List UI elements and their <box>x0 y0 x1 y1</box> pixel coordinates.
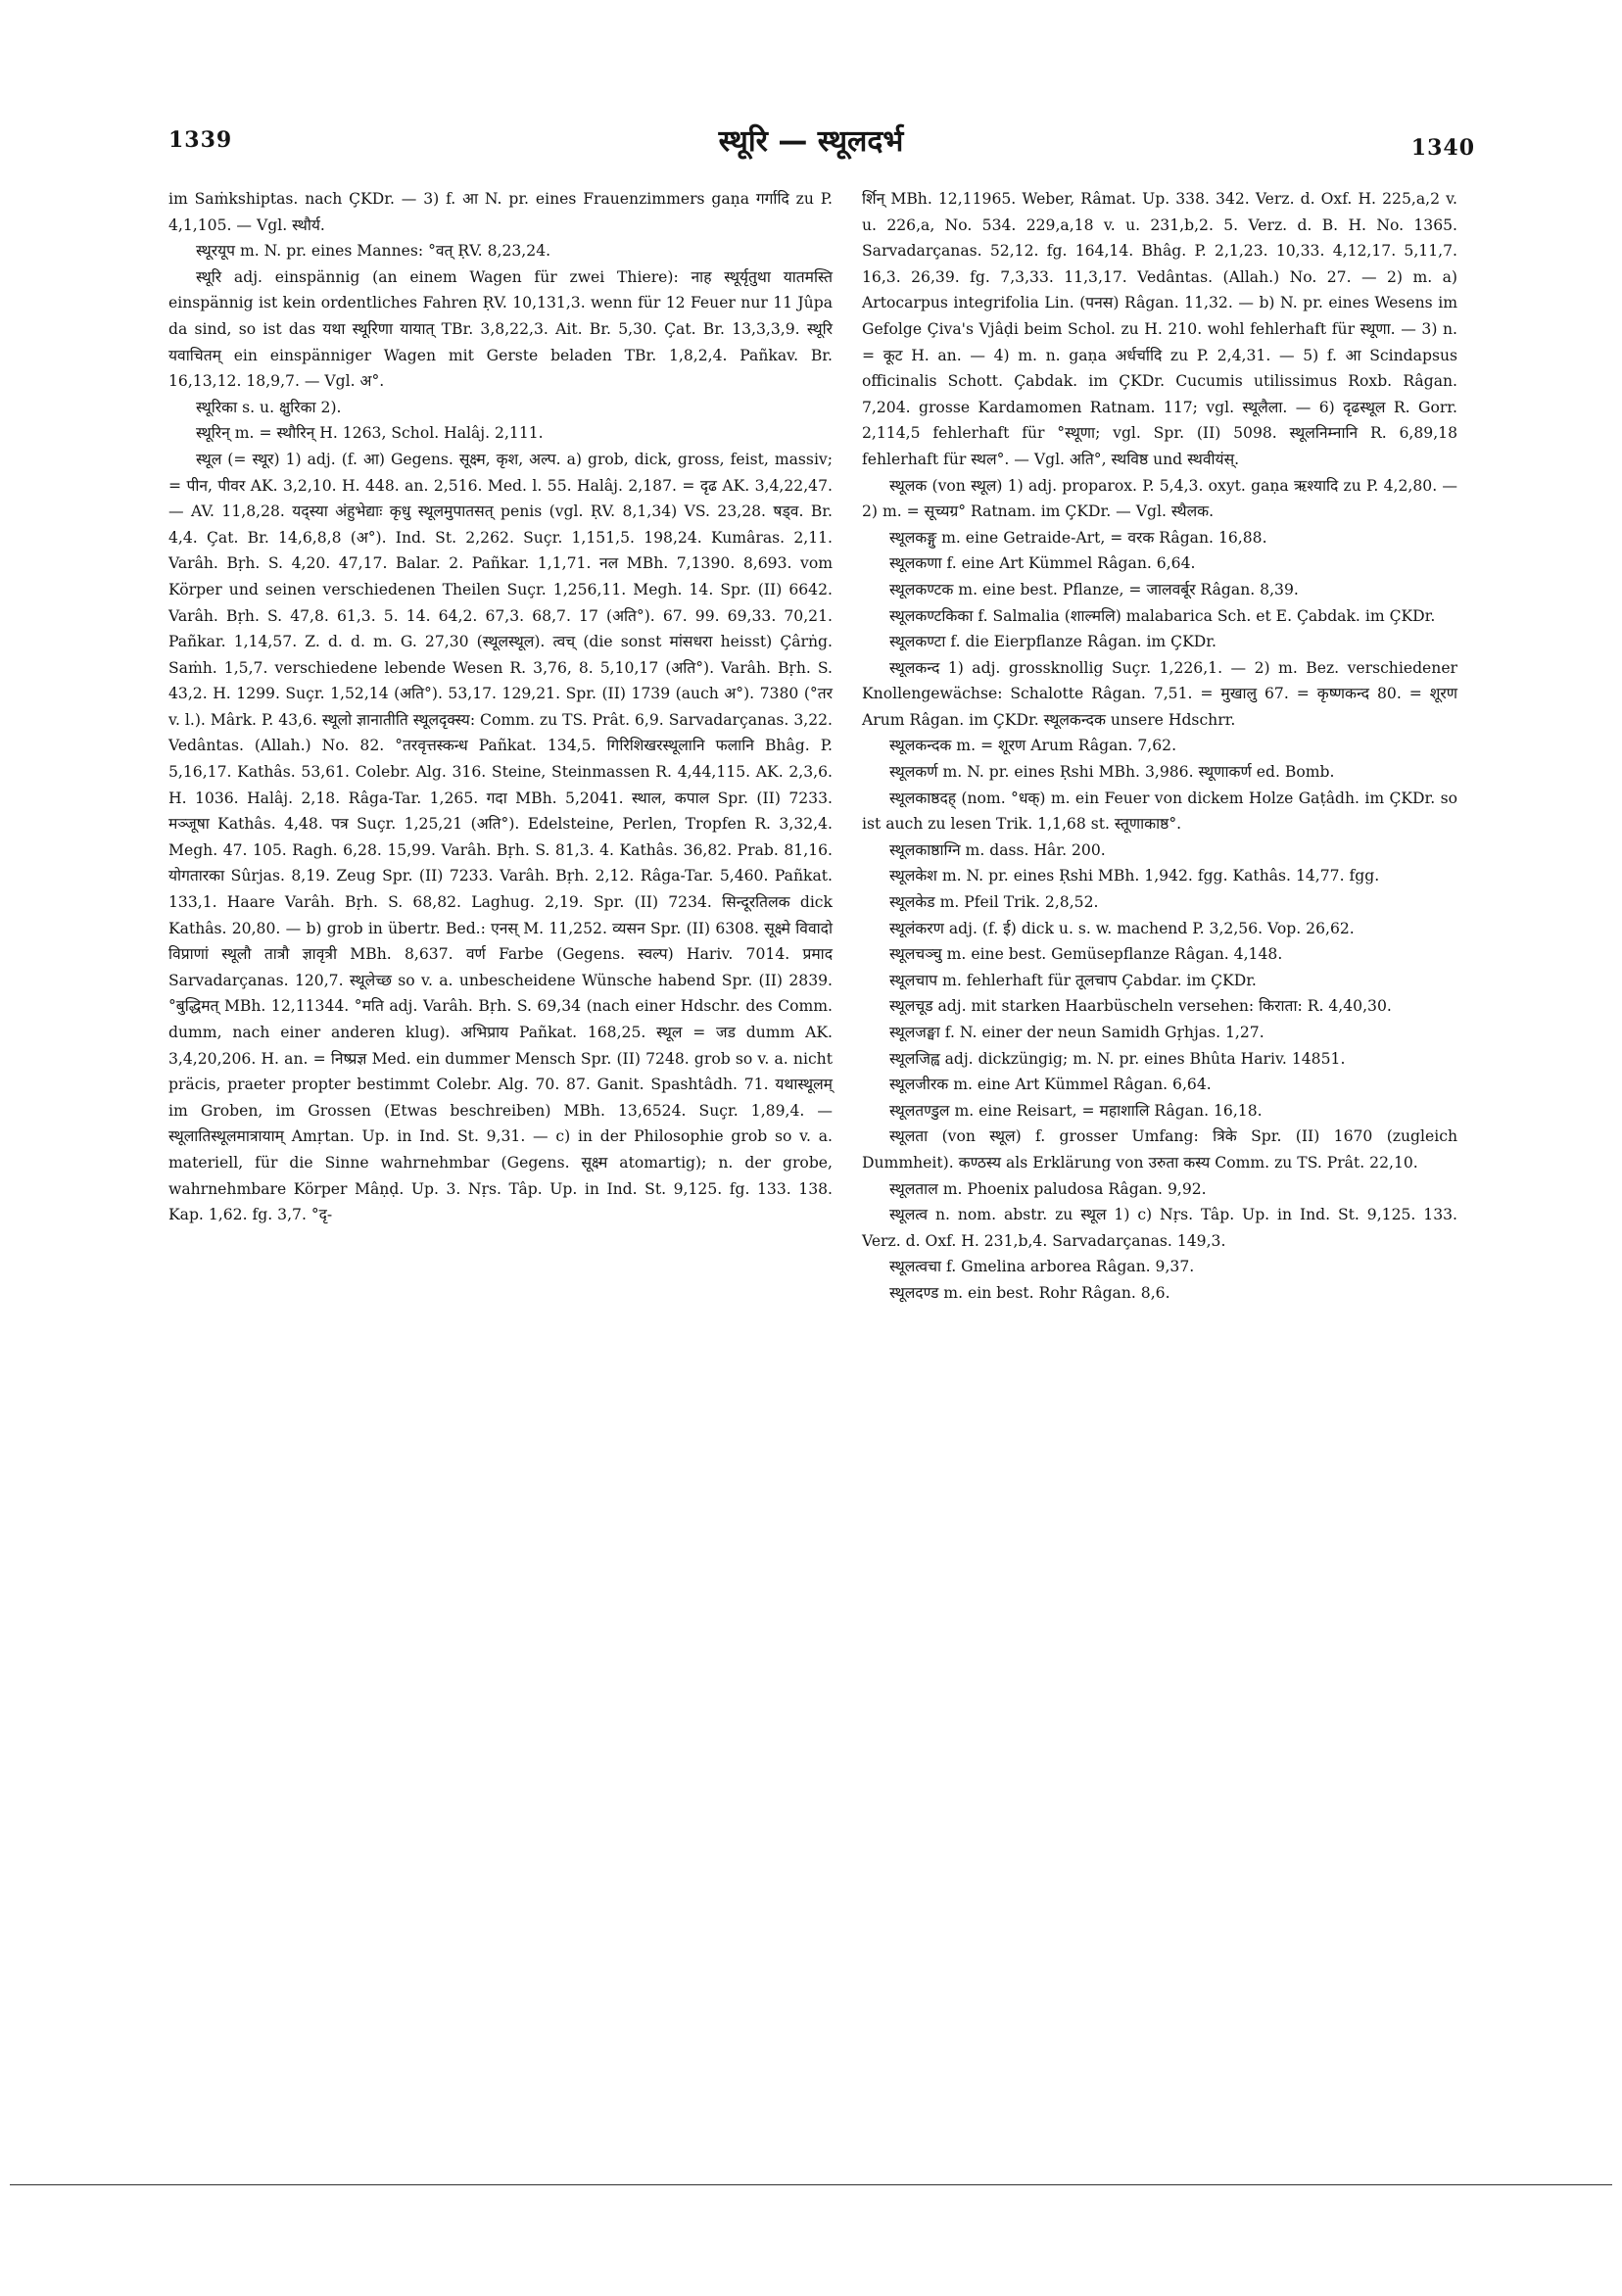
entry: स्थूलतण्डुल m. eine Reisart, = महाशालि Râgan. 16,18. <box>889 1101 1263 1120</box>
entry: स्थूरयूप m. N. pr. eines Mannes: °वत् ṚV. 8,23,24. <box>196 242 551 261</box>
entry: स्थूलकणा f. eine Art Kümmel Râgan. 6,64. <box>889 554 1196 573</box>
entry: स्थूरि adj. einspännig (an einem Wagen für zwei Thiere): नाह स्थूर्यृतुथा यातमस्ति einspännig ist kein ordentliches Fahren ṚV. 10,131,3. wenn für 12 Feuer nur 11 Jûpa da sind, so ist das यथा स्थूरिणा यायात् TBr. 3,8,22,3. Ait. Br. 5,30. Çat. Br. 13,3,3,9. स्थूरि यवाचितम् ein einspänniger Wagen mit Gerste beladen TBr. 1,8,2,4. Pañkav. Br. 16,13,12. 18,9,7. — Vgl. अ°. <box>168 267 833 391</box>
footer-rule <box>10 2184 1612 2185</box>
entry: र्शिन् MBh. 12,11965. Weber, Râmat. Up. 338. 342. Verz. d. Oxf. H. 225,a,2 v. u. 226,a, No. 534. 229,a,18 v. u. 231,b,2. 5. Verz. d. B. H. No. 1365. Sarvadarçanas. 52,12. fg. 164,14. Bhâg. P. 2,1,23. 10,33. 4,12,17. 5,11,7. 16,3. 26,39. fg. 7,3,33. 11,3,17. Vedântas. (Allah.) No. 27. — 2) m. a) Artocarpus integrifolia Lin. (पनस) Râgan. 11,32. — b) N. pr. eines Wesens im Gefolge Çiva's Vjâḍi beim Schol. zu H. 210. wohl fehlerhaft für स्थूणा. — 3) n. = कूट H. an. — 4) m. n. gaṇa अर्धर्चादि zu P. 2,4,31. — 5) f. आ Scindapsus officinalis Schott. Çabdak. im ÇKDr. Cucumis utilissimus Roxb. Râgan. 7,204. grosse Kardamomen Ratnam. 117; vgl. स्थूलैला. — 6) दृढस्थूल R. Gorr. 2,114,5 fehlerhaft für °स्थूणा; vgl. Spr. (II) 5098. स्थूलनिम्नानि R. 6,89,18 fehlerhaft für स्थल°. — Vgl. अति°, स्थविष्ठ und स्थवीयंस्. <box>862 190 1457 468</box>
entry: स्थूलकन्दक m. = शूरण Arum Râgan. 7,62. <box>889 737 1177 755</box>
entry: स्थूलजिह्व adj. dickzüngig; m. N. pr. eines Bhûta Hariv. 14851. <box>889 1049 1346 1068</box>
entry: स्थूलदण्ड m. ein best. Rohr Râgan. 8,6. <box>889 1283 1170 1302</box>
entry: स्थूरिन् m. = स्थौरिन् H. 1263, Schol. Halâj. 2,111. <box>196 424 544 443</box>
page-number-left: 1339 <box>168 127 233 153</box>
entry: स्थूलकण्टक m. eine best. Pflanze, = जालवर्बूर Râgan. 8,39. <box>889 580 1299 598</box>
entry: स्थूलकन्द 1) adj. grossknollig Suçr. 1,226,1. — 2) m. Bez. verschiedener Knollengewächse: Schalotte Râgan. 7,51. = मुखालु 67. = कृष्णकन्द 80. = शूरण Arum Râgan. im ÇKDr. स्थूलकन्दक unsere Hdschrr. <box>862 658 1457 729</box>
entry: स्थूलत्व n. nom. abstr. zu स्थूल 1) c) Nṛs. Tâp. Up. in Ind. St. 9,125. 133. Verz. d. Oxf. H. 231,b,4. Sarvadarçanas. 149,3. <box>862 1206 1457 1250</box>
entry: स्थूलता (von स्थूल) f. grosser Umfang: त्रिके Spr. (II) 1670 (zugleich Dummheit). कण्ठस्य als Erklärung von उरुता कस्य Comm. zu TS. Prât. 22,10. <box>862 1127 1457 1172</box>
entry: स्थूलकण्टकिका f. Salmalia (शाल्मलि) malabarica Sch. et E. Çabdak. im ÇKDr. <box>889 606 1436 625</box>
entry: स्थूलंकरण adj. (f. ई) dick u. s. w. machend P. 3,2,56. Vop. 26,62. <box>889 919 1355 937</box>
entry: स्थूलजङ्घा f. N. einer der neun Samidh Gṛhjas. 1,27. <box>889 1024 1264 1041</box>
left-column <box>168 186 833 1228</box>
entry: स्थूल (= स्थूर) 1) adj. (f. आ) Gegens. सूक्ष्म, कृश, अल्प. a) grob, dick, gross, feist, massiv; = पीन, पीवर AK. 3,2,10. H. 448. an. 2,516. Med. l. 55. Halâj. 2,187. = दृढ AK. 3,4,22,47. — AV. 11,8,28. यद्स्या अंहुभेद्याः कृधु स्थूलमुपातसत् penis (vgl. ṚV. 8,1,34) VS. 23,28. षड्व. Br. 4,4. Çat. Br. 14,6,8,8 (अ°). Ind. St. 2,262. Suçr. 1,151,5. 198,24. Kumâras. 2,11. Varâh. Bṛh. S. 4,20. 47,17. Balar. 2. Pañkar. 1,1,71. नल MBh. 7,1390. 8,693. vom Körper und seinen verschiedenen Theilen Suçr. 1,256,11. Megh. 14. Spr. (II) 6642. Varâh. Bṛh. S. 47,8. 61,3. 5. 14. 64,2. 67,3. 68,7. 17 (अति°). 67. 99. 69,33. 70,21. Pañkar. 1,14,57. Z. d. d. m. G. 27,30 (स्थूलस्थूल). त्वच् (die sonst मांसधरा heisst) Çârṅg. Saṁh. 1,5,7. verschiedene lebende Wesen R. 3,76, 8. 5,10,17 (अति°). Varâh. Bṛh. S. 43,2. H. 1299. Suçr. 1,52,14 (अति°). 53,17. 129,21. Spr. (II) 1739 (auch अ°). 7380 (°तर v. l.). Mârk. P. 43,6. स्थूलो ज्ञानातीति स्थूलदृक्स्य: Comm. zu TS. Prât. 6,9. Sarvadarçanas. 3,22. Vedântas. (Allah.) No. 82. °तरवृत्तस्कन्ध Pañkat. 134,5. गिरिशिखरस्थूलानि फलानि Bhâg. P. 5,16,17. Kathâs. 53,61. Colebr. Alg. 316. Steine, Steinmassen R. 4,44,115. AK. 2,3,6. H. 1036. Halâj. 2,18. Râga-Tar. 1,265. गदा MBh. 5,2041. स्थाल, कपाल Spr. (II) 7233. मञ्जूषा Kathâs. 4,48. पत्र Suçr. 1,25,21 (अति°). Edelsteine, Perlen, Tropfen R. 3,32,4. Megh. 47. 105. Ragh. 6,28. 15,99. Varâh. Bṛh. S. 81,3. 4. Kathâs. 36,82. Prab. 81,16. योगतारका Sûrjas. 8,19. Zeug Spr. (II) 7233. Varâh. Bṛh. 2,12. Râga-Tar. 5,460. Pañkat. 133,1. Haare Varâh. Bṛh. S. 68,82. Laghug. 2,19. Spr. (II) 7234. सिन्दूरतिलक dick Kathâs. 20,80. — b) grob in übertr. Bed.: एनस् M. 11,252. व्यसन Spr. (II) 6308. सूक्ष्मे विवादो विप्राणां स्थूलौ तात्रौ ज्ञावृत्री MBh. 8,637. वर्ण Farbe (Gegens. स्वल्प) Hariv. 7014. प्रमाद Sarvadarçanas. 120,7. स्थूलेच्छ so v. a. unbescheidene Wünsche habend Spr. (II) 2839. °बुद्धिमत् MBh. 12,11344. °मति adj. Varâh. Bṛh. S. 69,34 (nach einer Hdschr. des Comm. dumm, nach einer anderen klug). अभिप्राय Pañkat. 168,25. स्थूल = जड dumm AK. 3,4,20,206. H. an. = निष्प्रज्ञ Med. ein dummer Mensch Spr. (II) 7248. grob so v. a. nicht präcis, praeter propter bestimmt Colebr. Alg. 70. 87. Ganit. Spashtâdh. 71. यथास्थूलम् im Groben, im Grossen (Etwas beschreiben) MBh. 13,6524. Suçr. 1,89,4. — स्थूलातिस्थूलमात्रायाम् Amṛtan. Up. in Ind. St. 9,31. — c) in der Philosophie grob so v. a. materiell, für die Sinne wahrnehmbar (Gegens. सूक्ष्म atomartig); n. der grobe, wahrnehmbare Körper Mâṇḍ. Up. 3. Nṛs. Tâp. Up. in Ind. St. 9,125. fg. 133. 138. Kap. 1,62. fg. 3,7. °दृ- <box>168 450 833 1224</box>
entry: स्थूलक (von स्थूल) 1) adj. proparox. P. 5,4,3. oxyt. gaṇa ऋश्यादि zu P. 4,2,80. — 2) m. = सूच्यग्र° Ratnam. im ÇKDr. — Vgl. स्थैलक. <box>862 476 1457 521</box>
entry: स्थूलकर्ण m. N. pr. eines Ṛshi MBh. 3,986. स्थूणाकर्ण ed. Bomb. <box>889 763 1335 782</box>
entry: स्थूलताल m. Phoenix paludosa Râgan. 9,92. <box>889 1179 1207 1198</box>
entry: स्थूलकण्टा f. die Eierpflanze Râgan. im ÇKDr. <box>889 633 1216 651</box>
entry: स्थूलकेश m. N. pr. eines Ṛshi MBh. 1,942. fgg. Kathâs. 14,77. fgg. <box>889 867 1380 885</box>
entry: स्थूलकाष्ठाग्नि m. dass. Hâr. 200. <box>889 840 1106 859</box>
entry: स्थूलजीरक m. eine Art Kümmel Râgan. 6,64. <box>889 1076 1212 1094</box>
entry: स्थूलचाप m. fehlerhaft für तूलचाप Çabdar. im ÇKDr. <box>889 971 1257 989</box>
page-number-right: 1340 <box>1410 135 1475 161</box>
entry: स्थूलचञ्चु m. eine best. Gemüsepflanze Râgan. 4,148. <box>889 945 1283 964</box>
entry: स्थूलचूड adj. mit starken Haarbüscheln versehen: किराता: R. 4,40,30. <box>889 997 1392 1016</box>
entry: स्थूरिका s. u. क्षुरिका 2). <box>196 398 342 416</box>
right-column <box>862 186 1457 1307</box>
running-headwords: स्थूरि — स्थूलदर्भ <box>718 124 904 159</box>
entry: im Saṁkshiptas. nach ÇKDr. — 3) f. आ N. pr. eines Frauenzimmers gaṇa गर्गादि zu P. 4,1,105. — Vgl. स्थौर्य. <box>168 190 833 234</box>
entry: स्थूलत्वचा f. Gmelina arborea Râgan. 9,37. <box>889 1258 1195 1276</box>
entry: स्थूलकेड m. Pfeil Trik. 2,8,52. <box>889 893 1099 912</box>
entry: स्थूलकङ्गु m. eine Getraide-Art, = वरक Râgan. 16,88. <box>889 528 1267 547</box>
entry: स्थूलकाष्ठदह् (nom. °धक्) m. ein Feuer von dickem Holze Gaṭâdh. im ÇKDr. so ist auch zu lesen Trik. 1,1,68 st. स्तूणाकाष्ठ°. <box>862 789 1457 834</box>
